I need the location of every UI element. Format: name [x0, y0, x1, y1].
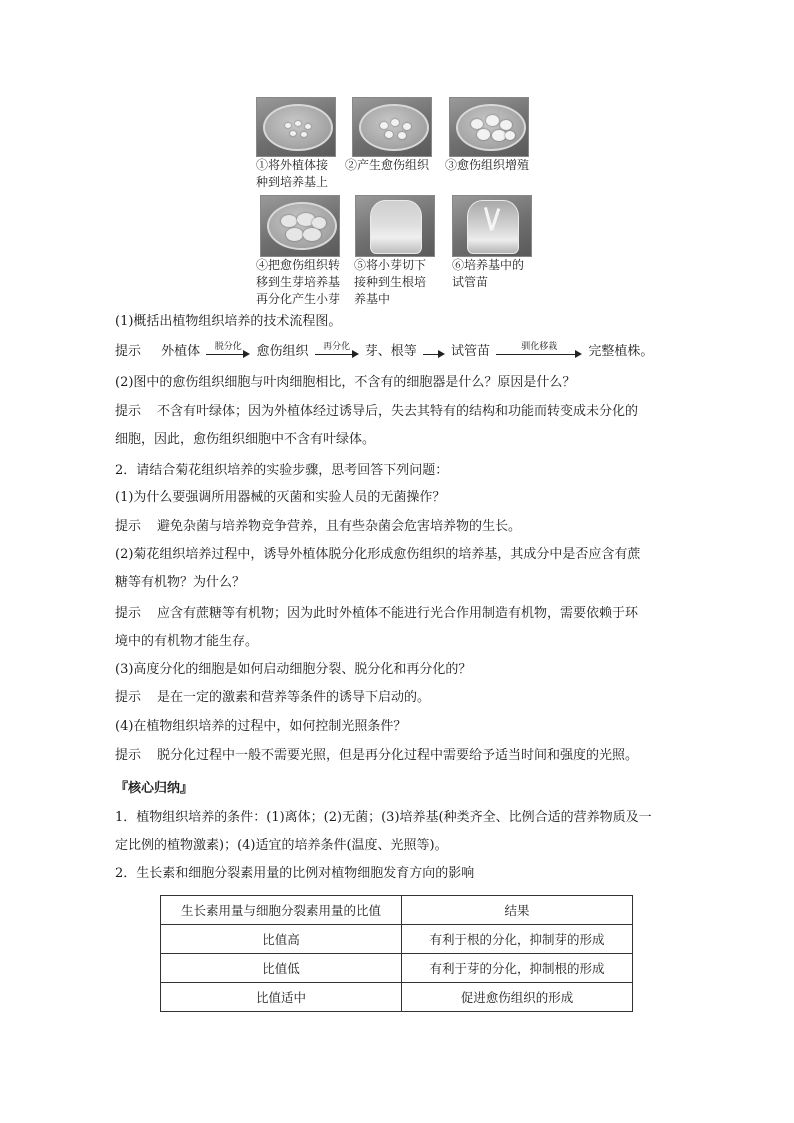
s2-question-2-line-2: 糖等有机物？为什么？ — [115, 575, 246, 590]
flow-arrow-redifferentiation: 再分化 — [315, 346, 359, 358]
flow-arrow-plain — [423, 346, 445, 358]
summary-point-1-line-1: 1．植物组织培养的条件：(1)离体；(2)无菌；(3)培养基(种类齐全、比例合适的营养物质及一 — [115, 810, 652, 825]
s2-question-4: (4)在植物组织培养的过程中，如何控制光照条件？ — [115, 719, 407, 734]
s2-answer-2-line-2: 境中的有机物才能生存。 — [115, 634, 259, 649]
caption-step-4: ④把愈伤组织转 移到生芽培养基 再分化产生小芽 — [256, 258, 341, 306]
table-header-row — [161, 896, 633, 925]
summary-point-2: 2．生长素和细胞分裂素用量的比例对植物细胞发育方向的影响 — [115, 866, 475, 881]
table-cell-result: 有利于根的分化，抑制芽的形成 — [402, 925, 633, 954]
hint-label: 提示 — [115, 519, 142, 534]
table-header-ratio: 生长素用量与细胞分裂素用量的比值 — [161, 896, 402, 925]
s2-answer-4: 提示 脱分化过程中一般不需要光照，但是再分化过程中需要给予适当时间和强度的光照。 — [115, 748, 639, 763]
table-row — [161, 983, 633, 1012]
hint-label: 提示 — [115, 344, 142, 359]
caption-step-5: ⑤将小芽切下 接种到生根培 养基中 — [354, 258, 427, 306]
table-cell-ratio: 比值高 — [161, 925, 402, 954]
table-header-result: 结果 — [402, 896, 633, 925]
question-2-text: (2)图中的愈伤组织细胞与叶肉细胞相比，不含有的细胞器是什么？原因是什么？ — [115, 375, 576, 390]
caption-step-6: ⑥培养基中的 试管苗 — [452, 258, 525, 289]
s2-question-1: (1)为什么要强调所用器械的灭菌和实验人员的无菌操作？ — [115, 490, 446, 505]
caption-step-2: ②产生愈伤组织 — [345, 158, 430, 172]
hint-label: 提示 — [115, 606, 142, 621]
summary-point-1-line-2: 定比例的植物激素)；(4)适宜的培养条件(温度、光照等)。 — [115, 838, 448, 853]
photo-callus-proliferation — [449, 97, 529, 157]
hint-label: 提示 — [115, 748, 142, 763]
flow-node-buds-roots: 芽、根等 — [364, 344, 417, 359]
s2-answer-2-line-1: 提示 应含有蔗糖等有机物；因为此时外植体不能进行光合作用制造有机物，需要依赖于环 — [115, 606, 639, 621]
flow-node-callus: 愈伤组织 — [256, 344, 309, 359]
s2-answer-1: 提示 避免杂菌与培养物竞争营养，且有些杂菌会危害培养物的生长。 — [115, 519, 522, 534]
flow-arrow-acclimatization: 驯化移栽 — [496, 346, 582, 358]
photo-plantlet-flask — [452, 195, 532, 257]
s2-question-2-line-1: (2)菊花组织培养过程中，诱导外植体脱分化形成愈伤组织的培养基，其成分中是否应含有蔗 — [115, 547, 641, 562]
flow-node-plantlet: 试管苗 — [451, 344, 491, 359]
core-summary-heading: 『核心归纳』 — [115, 781, 194, 796]
hint-label: 提示 — [115, 690, 142, 705]
question-1-text: (1)概括出植物组织培养的技术流程图。 — [115, 314, 342, 329]
flow-node-whole-plant: 完整植株。 — [588, 344, 654, 359]
photo-rooting-flask — [355, 195, 435, 257]
table-cell-ratio: 比值适中 — [161, 983, 402, 1012]
flow-node-explant: 外植体 — [161, 344, 201, 359]
table-cell-ratio: 比值低 — [161, 954, 402, 983]
hormone-ratio-table — [160, 895, 633, 1012]
table-cell-result: 促进愈伤组织的形成 — [402, 983, 633, 1012]
photo-explant-inoculation — [256, 97, 336, 157]
answer-2-line-2: 细胞，因此，愈伤组织细胞中不含有叶绿体。 — [115, 432, 376, 447]
answer-2-line-1: 提示 不含有叶绿体；因为外植体经过诱导后，失去其特有的结构和功能而转变成未分化的 — [115, 404, 639, 419]
table-cell-result: 有利于芽的分化，抑制根的形成 — [402, 954, 633, 983]
photo-shoot-regeneration — [260, 195, 340, 257]
flow-arrow-dedifferentiation: 脱分化 — [206, 346, 250, 358]
section-2-heading: 2．请结合菊花组织培养的实验步骤，思考回答下列问题： — [115, 463, 449, 478]
s2-question-3: (3)高度分化的细胞是如何启动细胞分裂、脱分化和再分化的？ — [115, 662, 472, 677]
s2-answer-3: 提示 是在一定的激素和营养等条件的诱导下启动的。 — [115, 690, 431, 705]
caption-step-1: ①将外植体接 种到培养基上 — [256, 158, 329, 189]
photo-callus-formation — [352, 97, 432, 157]
table-row — [161, 954, 633, 983]
table-row — [161, 925, 633, 954]
hint-label: 提示 — [115, 404, 142, 419]
caption-step-3: ③愈伤组织增殖 — [445, 158, 530, 172]
flow-chart-line — [115, 342, 653, 362]
